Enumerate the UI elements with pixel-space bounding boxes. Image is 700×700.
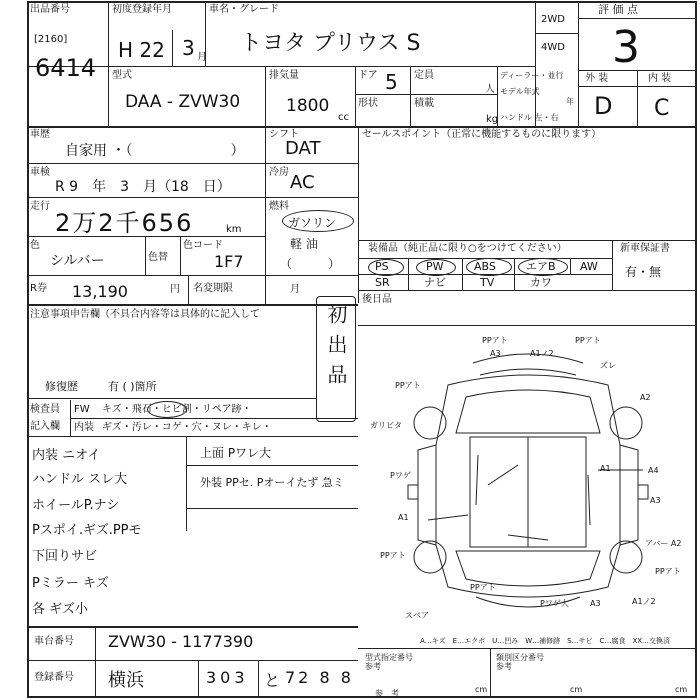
left-note-2: ハンドル スレ大 [32, 472, 128, 487]
first-reg-label: 初度登録年月 [112, 4, 172, 15]
inspection-value: R 9 年 3 月（18 日） [55, 179, 231, 195]
history-value: 自家用 ・（ ） [65, 143, 245, 159]
equip-leather: カワ [530, 276, 552, 289]
equip-navi: ナビ [424, 276, 446, 289]
mark-front-left: PPアト [482, 336, 508, 345]
inspector-label: 検査員 [30, 404, 60, 415]
left-note-1: 内装 ニオイ [32, 448, 101, 463]
left-note-7: 各 ギズ小 [32, 602, 88, 617]
mark-left-scrape: ガリビタ [370, 421, 402, 430]
mileage-value: 2万2千656 [55, 209, 194, 237]
mileage-label: 走行 [30, 201, 50, 212]
category-ref: 参考 [496, 662, 512, 671]
mark-front-zure: ズレ [600, 361, 616, 370]
score-label: 評 価 点 [598, 3, 638, 16]
equip-abs: ABS [474, 260, 496, 273]
chassis-value: ZVW30 - 1177390 [108, 632, 254, 651]
sales-point-label: セールスポイント（正常に機能するものに限ります） [362, 129, 602, 140]
shift-label: シフト [269, 129, 299, 140]
reg-label: 登録番号 [34, 672, 74, 683]
year-unit: 年 [566, 97, 574, 106]
yen-unit: 円 [170, 284, 180, 295]
equip-pw-circle [416, 259, 456, 276]
aircon-value: AC [290, 172, 315, 193]
load-label: 積載 [414, 98, 434, 109]
equip-ps: PS [375, 260, 389, 273]
cc-unit: cc [338, 112, 349, 123]
mark-rear-a3: A3 [590, 599, 601, 608]
first-reg-month: 3 [182, 36, 195, 60]
color-code: 1F7 [214, 252, 244, 271]
mark-right-rear: PPアト [655, 567, 681, 576]
mark-front-a1: A1ノ2 [530, 349, 554, 358]
reg-class: 303 [206, 668, 249, 687]
cm-unit-2: cm [570, 685, 583, 694]
right-note-1: 上面 Pワレ大 [200, 446, 272, 460]
cm-unit-3: cm [675, 685, 688, 694]
mark-front-a3: A3 [490, 349, 501, 358]
model-label: 型式 [112, 70, 132, 81]
entry-label: 記入欄 [30, 421, 60, 432]
left-note-3: ホイールP.ナシ [32, 498, 120, 513]
fuel-label: 燃料 [269, 201, 289, 212]
color-no-label: 色替 [148, 252, 168, 263]
equipment-label: 装備品（純正品に限り○をつけてください） [368, 243, 567, 254]
later-docs-label: 後日品 [362, 294, 392, 305]
equip-tv: TV [480, 276, 495, 289]
car-name: トヨタ プリウス S [240, 31, 421, 56]
fuel-diesel: 軽 油 [290, 237, 318, 251]
fuel-other: （ ） [280, 257, 341, 271]
chassis-label: 車台番号 [34, 636, 74, 647]
fw-items: キズ・飛石・ヒビ割・リペア跡・ [102, 404, 252, 415]
model-designation-ref: 参考 [365, 662, 381, 671]
inspection-label: 車検 [30, 167, 50, 178]
cm-unit-1: cm [475, 685, 488, 694]
fw-head: FW [74, 404, 90, 415]
lot-number: 6414 [35, 54, 97, 82]
lot-number-label: 出品番号 [30, 4, 70, 15]
doors-value: 5 [385, 70, 398, 94]
fw-chip-circle [147, 401, 187, 418]
score-value: 3 [612, 22, 640, 73]
mark-rear-a1: A1ノ2 [632, 597, 656, 606]
color-code-label: 色コード [183, 240, 223, 251]
reg-number: 72 8 8 [285, 668, 354, 687]
mark-spare: スベア [405, 611, 429, 620]
capacity-label: 定員 [414, 70, 434, 81]
equip-pw: PW [426, 260, 444, 273]
notes-label: 注意事項申告欄（不具合内容等は具体的に記入して [30, 309, 260, 320]
lot-code: [2160] [34, 34, 68, 45]
exterior-grade: D [594, 92, 613, 120]
model-value: DAA - ZVW30 [125, 92, 241, 112]
person-unit: 人 [485, 84, 495, 95]
damage-legend: A…キズ E…エクボ U…凹み W…補修跡 S…サビ C…腐食 XX…交換済 [420, 637, 671, 645]
right-note-2: 外装 PPセ. Pオーイたず 急ミ [200, 476, 344, 489]
mark-left-a1: A1 [398, 513, 409, 522]
km-unit: km [226, 224, 242, 235]
mark-right-a2: A2 [640, 393, 651, 402]
dealer-label: ディーラー・並行 [500, 71, 564, 80]
repair-value: 有 ( )箇所 [108, 380, 157, 393]
color-label: 色 [30, 240, 40, 251]
left-note-6: Pミラー キズ [32, 576, 109, 591]
mark-left-front: PPアト [395, 381, 421, 390]
exterior-label: 外 装 [585, 73, 609, 84]
shift-value: DAT [285, 138, 321, 159]
mark-left-rear: PPアト [380, 551, 406, 560]
fuel-gasoline-circle [282, 210, 354, 232]
first-listing-text: 初出品 [324, 304, 348, 394]
mark-rear-left: PPアト [470, 583, 496, 592]
aircon-label: 冷房 [269, 167, 289, 178]
mark-left-pwage: Pワゲ [390, 471, 411, 480]
recycle-label: R券 [30, 283, 47, 294]
model-designation-label: 型式指定番号 [365, 653, 413, 662]
mark-rear-pwage: Pワゲ大 [540, 599, 569, 608]
doors-label: ドア [358, 70, 378, 81]
first-reg-era: H 22 [118, 38, 165, 62]
model-year-label: モデル年式 [500, 87, 540, 96]
drive-2wd: 2WD [541, 14, 565, 25]
shape-label: 形状 [358, 98, 378, 109]
reg-kana: と [264, 671, 281, 690]
mark-right-a3: A3 [650, 496, 661, 505]
equip-sr: SR [375, 276, 390, 289]
drive-4wd: 4WD [541, 42, 565, 53]
history-label: 車歴 [30, 129, 50, 140]
repair-label: 修復歴 [45, 380, 78, 393]
fuel-gasoline: ガソリン [288, 216, 337, 230]
mark-right-a4: A4 [648, 466, 659, 475]
handle-label: ハンドル 左・右 [500, 113, 559, 122]
mark-right-rear-a2: アバー A2 [645, 539, 682, 548]
car-name-label: 車名・グレード [209, 4, 279, 15]
name-change-label: 名変期限 [193, 283, 233, 294]
left-note-5: 下回りサビ [32, 549, 98, 564]
interior-label: 内 装 [648, 73, 672, 84]
warranty-label: 新車保証書 [620, 243, 670, 254]
displacement-label: 排気量 [269, 70, 299, 81]
equip-airbag: エアB [526, 260, 556, 273]
displacement-value: 1800 [286, 96, 330, 116]
name-change-month: 月 [290, 284, 300, 295]
interior-items: ギズ・汚レ・コゲ・穴・ヌレ・キレ・ [102, 422, 272, 433]
recycle-value: 13,190 [72, 282, 128, 301]
equip-airbag-circle [518, 258, 568, 276]
reg-city: 横浜 [108, 670, 144, 691]
kg-unit: kg [486, 114, 499, 125]
equip-ps-circle [368, 259, 404, 276]
equip-aw: AW [580, 260, 598, 273]
footer-ref: 参 考 [375, 689, 399, 698]
mark-center-a1: A1 [600, 464, 611, 473]
month-unit: 月 [197, 52, 207, 63]
color-value: シルバー [50, 253, 105, 269]
interior-grade: C [654, 96, 670, 121]
warranty-value: 有・無 [625, 265, 662, 279]
left-note-4: Pスポイ.ギズ.PPモ [32, 523, 142, 538]
interior-head: 内装 [74, 422, 94, 433]
mark-front-right: PPアト [575, 336, 601, 345]
category-label: 類別区分番号 [496, 653, 544, 662]
equip-abs-circle [466, 258, 512, 276]
